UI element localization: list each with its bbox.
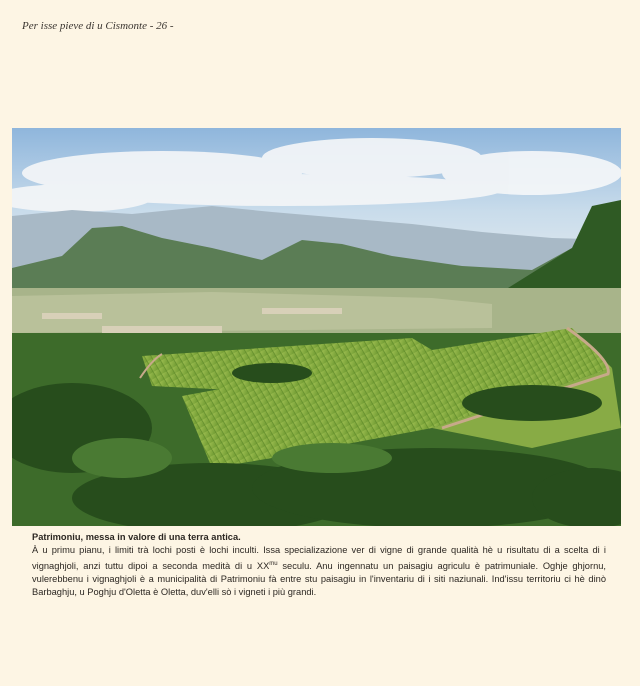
photo-caption <box>32 531 606 600</box>
page-header: Per isse pieve di u Cismonte - 26 - <box>22 20 174 32</box>
caption-text-part-1: À u primu pianu, i limiti trà lochi posti è lochi inculti. Issa specializazione ver di vigne di grande qualità hè u risultatu di a scelta di i vignaghjoli, anzi tuttu dipoi a seconda medità di u XX <box>32 545 606 571</box>
caption-title: Patrimoniu, messa in valore di una terra antica. <box>32 532 241 542</box>
caption-superscript: mu <box>269 560 278 567</box>
caption-body <box>32 545 606 597</box>
vineyard-landscape-photo <box>12 128 621 526</box>
caption-text-part-2: seculu. Anu ingennatu un paisagiu agriculu è patrimuniale. Oghje ghjornu, vulerebbenu i vignaghjoli è a municipalità di Patrimoniu fà entre stu paisagiu in l'inventariu di i siti naziunali. Ind'issu territoriu ci hè dinò Barbaghju, u Poghju d'Oletta è Oletta, duv'elli sò i vigneti i più grandi. <box>32 560 606 598</box>
